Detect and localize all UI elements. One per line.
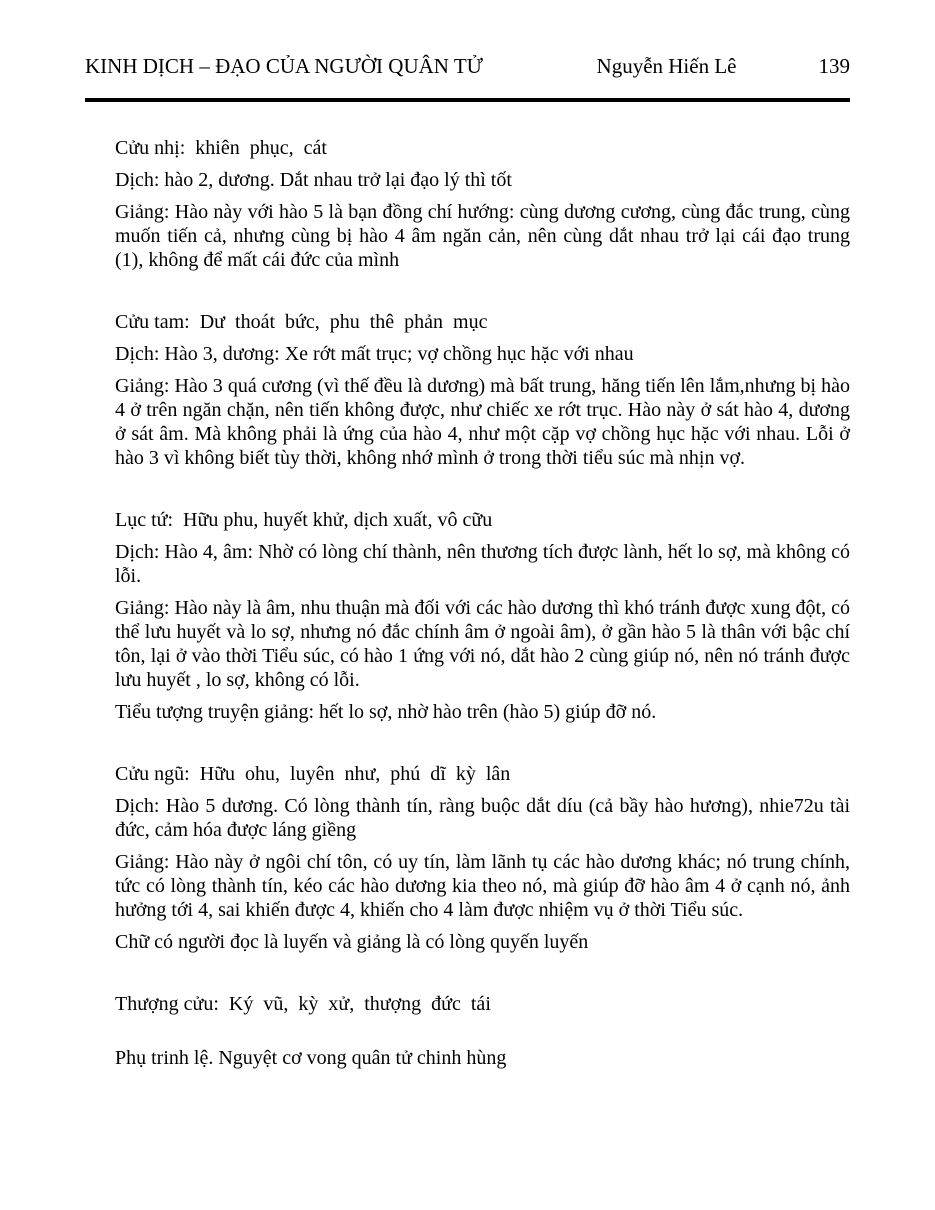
dich-paragraph: Dịch: hào 2, dương. Dắt nhau trở lại đạo lý thì tốt bbox=[115, 169, 512, 191]
closing-line: Phụ trinh lệ. Nguyệt cơ vong quân tử chinh hùng bbox=[115, 1047, 507, 1069]
tieu-tuong-paragraph: Tiểu tượng truyện giảng: hết lo sợ, nhờ hào trên (hào 5) giúp đỡ nó. bbox=[115, 701, 657, 723]
hexagram-line-heading: Cửu tam: Dư thoát bức, phu thê phản mục bbox=[115, 311, 488, 333]
section-cuu-ngu bbox=[115, 762, 850, 954]
giang-paragraph: Giảng: Hào này là âm, nhu thuận mà đối với các hào dương thì khó tránh được xung đột, có thể lưu huyết và lo sợ, nhưng nó đắc chính âm ở ngoài âm), ở gần hào 5 là thân với bậc chí tôn, lại ở vào thời Tiểu súc, có hào 1 ứng với nó, dắt hào 2 cùng giúp nó, nên nó tránh được lưu huyết , lo sợ, không có lỗi. bbox=[115, 597, 850, 691]
section-cuu-tam bbox=[115, 310, 850, 470]
section-thuong-cuu bbox=[115, 992, 850, 1016]
section-cuu-nhi bbox=[115, 136, 850, 272]
page-body bbox=[115, 102, 850, 1070]
page-number: 139 bbox=[818, 54, 850, 78]
running-title: KINH DỊCH – ĐẠO CỦA NGƯỜI QUÂN TỬ bbox=[85, 54, 483, 78]
section-luc-tu bbox=[115, 508, 850, 724]
dich-paragraph: Dịch: Hào 5 dương. Có lòng thành tín, ràng buộc dắt díu (cả bầy hào hương), nhie72u tài đức, cảm hóa được láng giềng bbox=[115, 795, 850, 841]
hexagram-line-heading: Thượng cửu: Ký vũ, kỳ xử, thượng đức tái bbox=[115, 993, 491, 1015]
giang-paragraph: Giảng: Hào này với hào 5 là bạn đồng chí hướng: cùng dương cương, cùng đắc trung, cùng muốn tiến cả, nhưng cùng bị hào 4 âm ngăn cản, nên cùng dắt nhau trở lại cái đạo trung (1), không để mất cái đức của mình bbox=[115, 201, 850, 271]
giang-paragraph: Giảng: Hào 3 quá cương (vì thế đều là dương) mà bất trung, hăng tiến lên lắm,nhưng bị hào 4 ở trên ngăn chặn, nên tiến không được, như chiếc xe rớt trục. Hào này ở sát hào 4, dương ở sát âm. Mà không phải là ứng của hào 4, như một cặp vợ chồng hục hặc với nhau. Lỗi ở hào 3 vì không biết tùy thời, không nhớ mình ở trong thời tiểu súc mà nhịn vợ. bbox=[115, 375, 850, 469]
dich-paragraph: Dịch: Hào 4, âm: Nhờ có lòng chí thành, nên thương tích được lành, hết lo sợ, mà không có lỗi. bbox=[115, 541, 850, 587]
giang-paragraph: Giảng: Hào này ở ngôi chí tôn, có uy tín, làm lãnh tụ các hào dương khác; nó trung chính, tức có lòng thành tín, kéo các hào dương kia theo nó, mà giúp đỡ hào âm 4 ở cạnh nó, ảnh hưởng tới 4, sai khiến được 4, khiến cho 4 làm được nhiệm vụ ở thời Tiểu súc. bbox=[115, 851, 850, 921]
hexagram-line-heading: Cửu nhị: khiên phục, cát bbox=[115, 137, 327, 159]
note-paragraph: Chữ có người đọc là luyến và giảng là có lòng quyến luyến bbox=[115, 931, 589, 953]
dich-paragraph: Dịch: Hào 3, dương: Xe rớt mất trục; vợ chồng hục hặc với nhau bbox=[115, 343, 634, 365]
header-right bbox=[597, 54, 850, 78]
page-header bbox=[85, 0, 850, 102]
author-name: Nguyễn Hiến Lê bbox=[596, 54, 737, 78]
section-phu-trinh-le bbox=[115, 1046, 850, 1070]
hexagram-line-heading: Lục tứ: Hữu phu, huyết khử, dịch xuất, vô cữu bbox=[115, 509, 493, 531]
hexagram-line-heading: Cửu ngũ: Hữu ohu, luyên như, phú dĩ kỳ lân bbox=[115, 763, 511, 785]
